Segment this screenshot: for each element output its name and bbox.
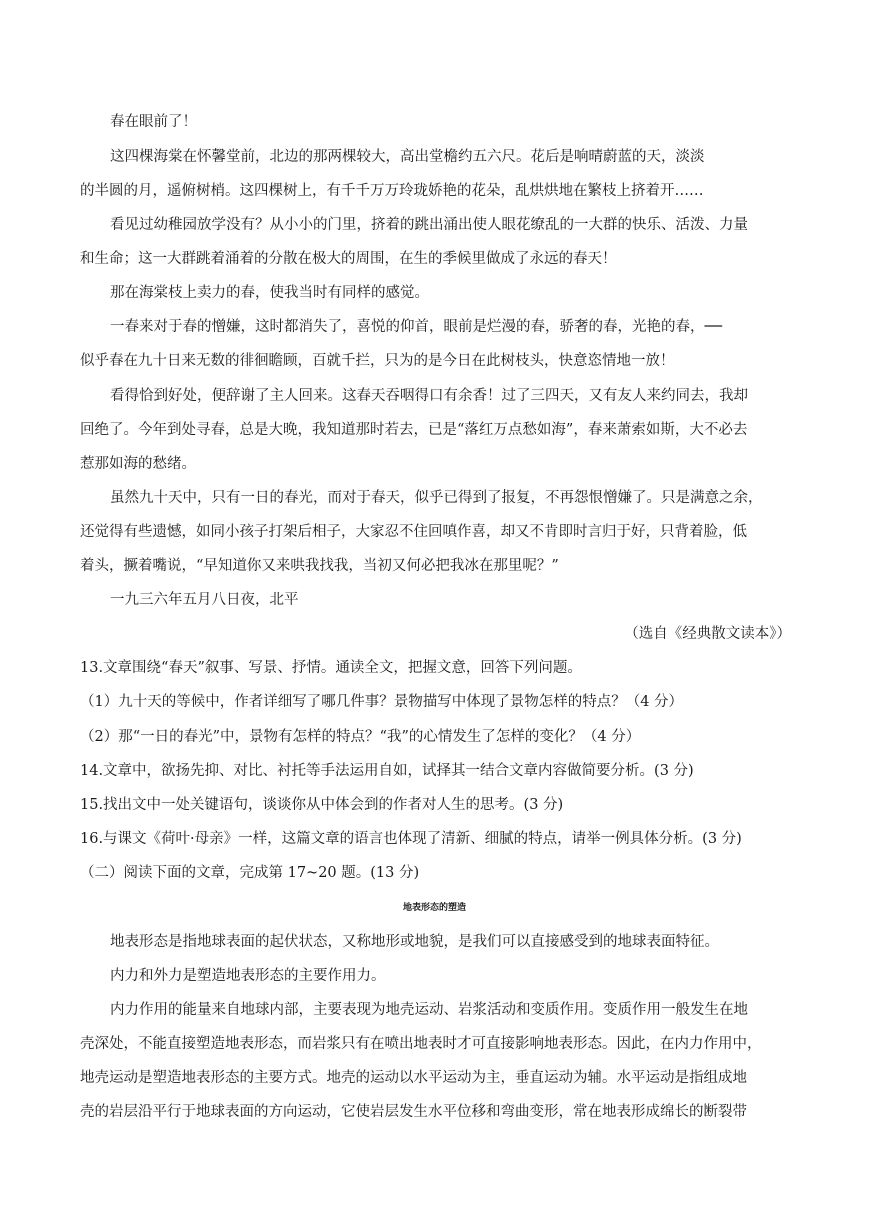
paragraph-line: 壳深处，不能直接塑造地表形态，而岩浆只有在喷出地表时才可直接影响地表形态。因此，在内力作用中， [80, 1036, 762, 1052]
paragraph-line: 惹那如海的愁绪。 [80, 456, 196, 472]
paragraph-line: 一春来对于春的憎嫌，这时都消失了，喜悦的仰首，眼前是烂漫的春，骄奢的春，光艳的春，── [110, 319, 722, 335]
paragraph-line: 地壳运动是塑造地表形态的主要方式。地壳的运动以水平运动为主，垂直运动为辅。水平运动是指组成地 [80, 1070, 747, 1086]
paragraph-line: 着头，撅着嘴说，“早知道你又来哄我找我，当初又何必把我冰在那里呢？” [80, 558, 559, 574]
paragraph-line: 地表形态是指地球表面的起伏状态，又称地形或地貌，是我们可以直接感受到的地球表面特征。 [110, 934, 719, 950]
paragraph-line: 这四棵海棠在怀馨堂前，北边的那两棵较大，高出堂檐约五六尺。花后是响晴蔚蓝的天，淡淡 [110, 149, 705, 165]
question-13-1: （1）九十天的等候中，作者详细写了哪几件事？景物描写中体现了景物怎样的特点？（4 分） [80, 694, 684, 710]
paragraph-line: 内力和外力是塑造地表形态的主要作用力。 [110, 968, 386, 984]
paragraph-line: 还觉得有些遗憾，如同小孩子打架后相子，大家忍不住回嗔作喜，却又不肯即时言归于好，只背着脸，低 [80, 524, 747, 540]
paragraph-line: 和生命；这一大群跳着涌着的分散在极大的周围，在生的季候里做成了永远的春天！ [80, 251, 617, 267]
question-16: 16.与课文《荷叶·母亲》一样，这篇文章的语言也体现了清新、细腻的特点，请举一例具体分析。(3 分) [80, 831, 742, 847]
paragraph-line: 春在眼前了！ [110, 114, 197, 130]
question-13-2: （2）那“一日的春光”中，景物有怎样的特点？“我”的心情发生了怎样的变化？（4 分） [80, 729, 641, 745]
paragraph-line: 看得恰到好处，便辞谢了主人回来。这春天吞咽得口有余香！过了三四天，又有友人来约同去，我却 [110, 388, 748, 404]
paragraph-line: 虽然九十天中，只有一日的春光，而对于春天，似乎已得到了报复，不再怨恨憎嫌了。只是满意之余， [110, 490, 763, 506]
paragraph-line: 回绝了。今年到处寻春，总是大晚，我知道那时若去，已是“落红万点愁如海”，春来萧索如斯，大不必去 [80, 422, 748, 438]
paragraph-line: 内力作用的能量来自地球内部，主要表现为地壳运动、岩浆活动和变质作用。变质作用一般发生在地 [110, 1002, 748, 1018]
question-15: 15.找出文中一处关键语句，谈谈你从中体会到的作者对人生的思考。(3 分) [80, 797, 564, 813]
paragraph-line: 的半圆的月，遥俯树梢。这四棵树上，有千千万万玲珑娇艳的花朵，乱烘烘地在繁枝上挤着开…… [80, 183, 704, 199]
question-14: 14.文章中，欲扬先抑、对比、衬托等手法运用自如，试择其一结合文章内容做简要分析。(3 分) [80, 763, 694, 779]
paragraph-line: 壳的岩层沿平行于地球表面的方向运动，它使岩层发生水平位移和弯曲变形，常在地表形成绵长的断裂带 [80, 1104, 747, 1120]
passage-title: 地表形态的塑造 [402, 903, 466, 913]
paragraph-line: 那在海棠枝上卖力的春，使我当时有同样的感觉。 [110, 285, 429, 301]
question-13: 13.文章围绕“春天”叙事、写景、抒情。通读全文，把握文意，回答下列问题。 [80, 660, 582, 676]
paragraph-line: 看见过幼稚园放学没有？从小小的门里，挤着的跳出涌出使人眼花缭乱的一大群的快乐、活泼、力量 [110, 217, 748, 233]
date-line: 一九三六年五月八日夜，北平 [110, 592, 299, 608]
section-heading: （二）阅读下面的文章，完成第 17~20 题。(13 分) [80, 865, 420, 881]
paragraph-line: 似乎春在九十日来无数的徘徊瞻顾，百就千拦，只为的是今日在此树枝头，快意恣情地一放！ [80, 353, 675, 369]
source-citation: （选自《经典散文读本》） [624, 626, 791, 642]
